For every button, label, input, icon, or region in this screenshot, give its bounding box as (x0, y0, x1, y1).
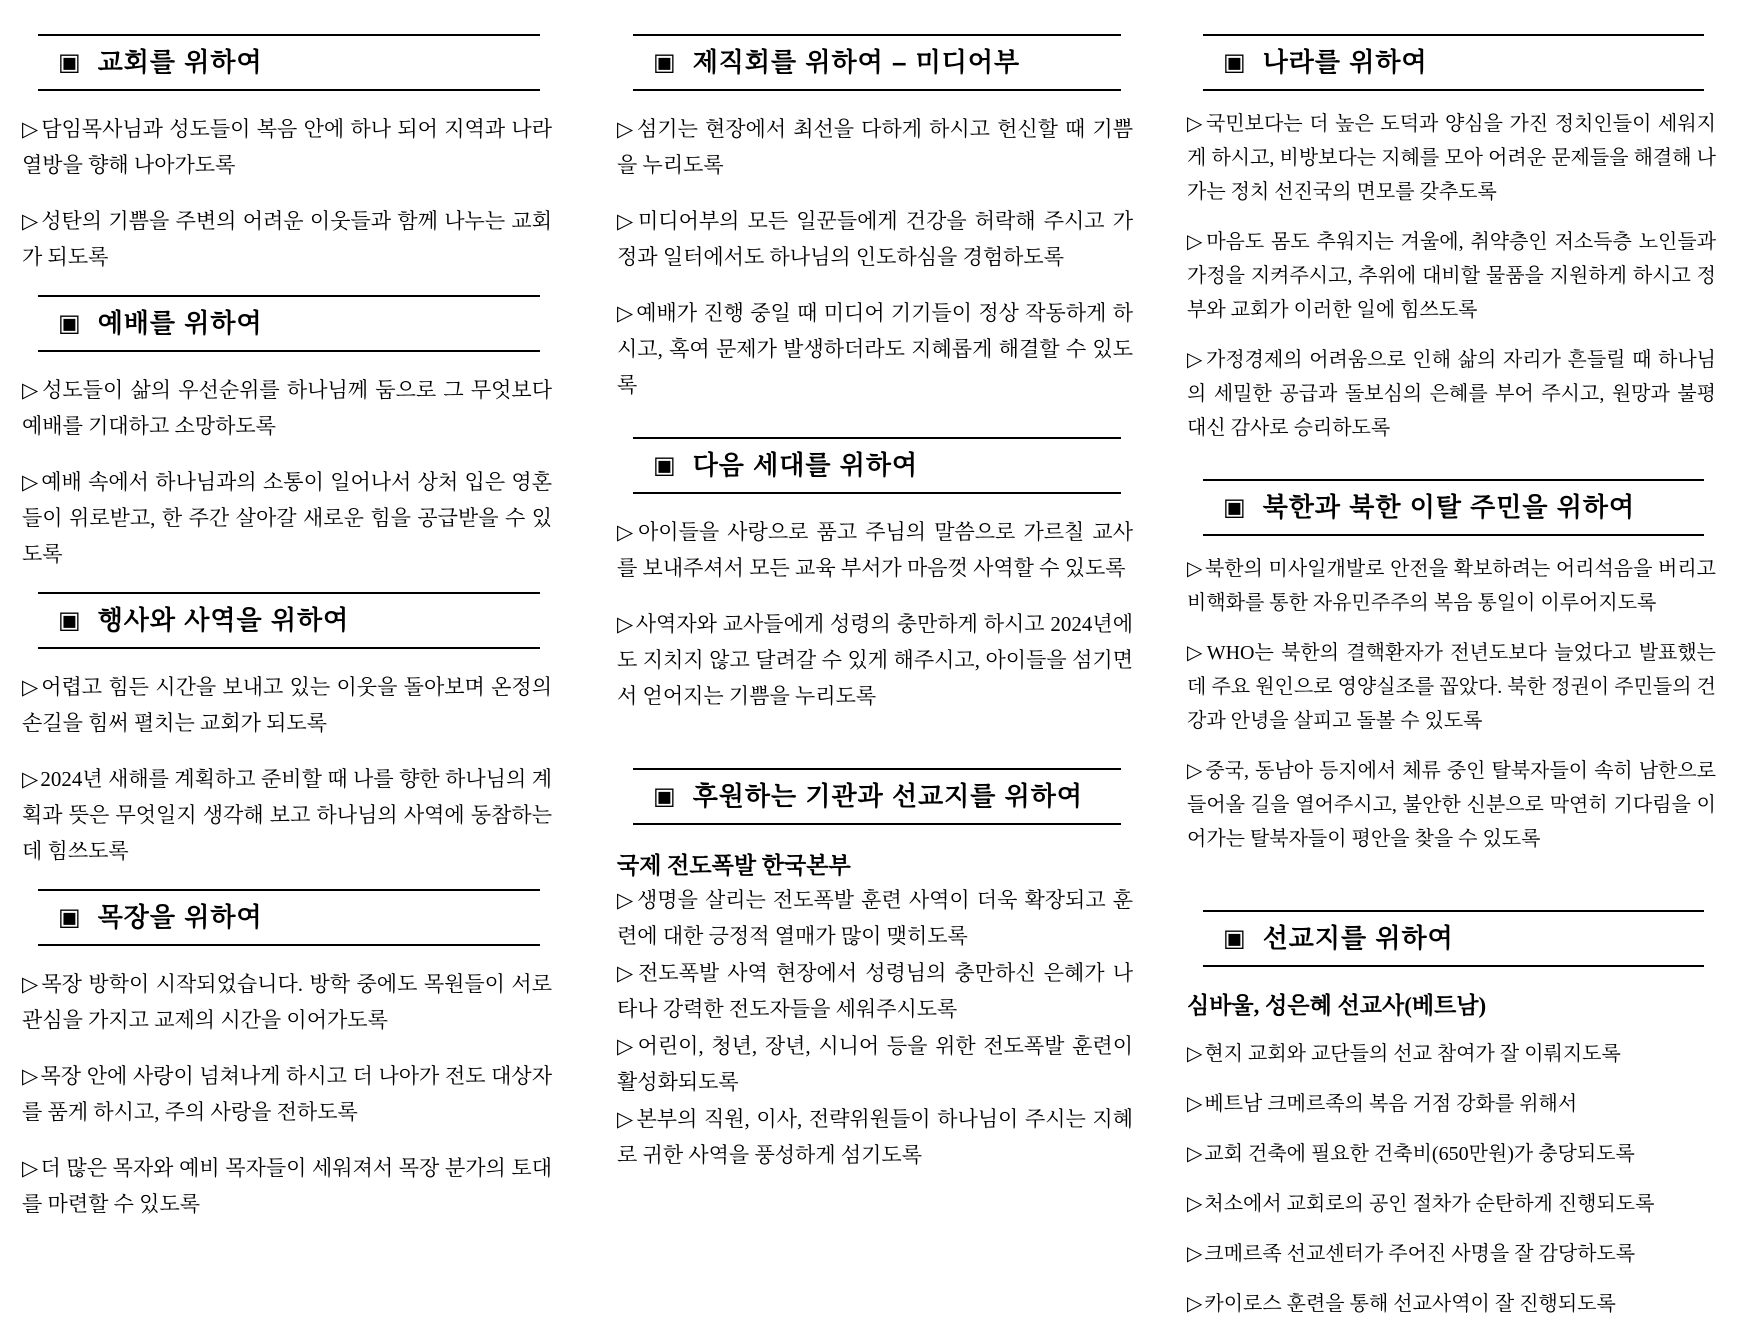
section-header-north-korea (1203, 479, 1704, 536)
tight-item-group (617, 882, 1133, 1173)
triangle-bullet-icon: ▷ (22, 1156, 39, 1180)
triangle-bullet-icon: ▷ (617, 117, 635, 141)
prayer-item-text: 어린이, 청년, 장년, 시니어 등을 위한 전도폭발 훈련이 활성화되도록 (617, 1034, 1133, 1094)
section-square-icon: ▣ (58, 607, 82, 634)
prayer-item-text: 사역자와 교사들에게 성령의 충만하게 하시고 2024년에도 지치지 않고 달려갈 수 있게 해주시고, 아이들을 섬기면서 얻어지는 기쁨을 누리도록 (617, 612, 1133, 708)
triangle-bullet-icon: ▷ (1187, 1143, 1203, 1165)
section-square-icon: ▣ (653, 783, 677, 810)
triangle-bullet-icon: ▷ (617, 1034, 636, 1058)
prayer-item-text: 아이들을 사랑으로 품고 주님의 말씀으로 가르칠 교사를 보내주셔서 모든 교육 부서가 마음껏 사역할 수 있도록 (617, 520, 1133, 580)
prayer-item-text: 더 많은 목자와 예비 목자들이 세워져서 목장 분가의 토대를 마련할 수 있도록 (22, 1156, 552, 1216)
section-title: 후원하는 기관과 선교지를 위하여 (692, 781, 1083, 811)
prayer-item (617, 882, 1133, 954)
prayer-item (617, 203, 1133, 275)
prayer-item (1187, 225, 1716, 327)
section-square-icon: ▣ (653, 49, 677, 76)
triangle-bullet-icon: ▷ (22, 117, 40, 141)
triangle-bullet-icon: ▷ (617, 888, 635, 912)
triangle-bullet-icon: ▷ (22, 470, 40, 494)
triangle-bullet-icon: ▷ (22, 209, 40, 233)
prayer-item (1187, 1237, 1716, 1271)
prayer-item (1187, 754, 1716, 856)
triangle-bullet-icon: ▷ (1187, 1043, 1203, 1065)
prayer-item-text: 중국, 동남아 등지에서 체류 중인 탈북자들이 속히 남한으로 들어올 길을 열어주시고, 불안한 신분으로 막연히 기다림을 이어가는 탈북자들이 평안을 찾을 수 있도록 (1187, 760, 1716, 850)
prayer-item (1187, 1037, 1716, 1071)
prayer-item (1187, 343, 1716, 445)
section-header-worship (38, 295, 540, 352)
prayer-item (1187, 1087, 1716, 1121)
prayer-item (22, 669, 552, 741)
column-church (22, 34, 552, 1222)
prayer-item-text: 크메르족 선교센터가 주어진 사명을 잘 감당하도록 (1204, 1243, 1636, 1265)
triangle-bullet-icon: ▷ (617, 520, 637, 544)
triangle-bullet-icon: ▷ (22, 378, 41, 402)
prayer-item-text: 현지 교회와 교단들의 선교 참여가 잘 이뤄지도록 (1204, 1043, 1621, 1065)
section-title: 다음 세대를 위하여 (692, 450, 919, 480)
prayer-item-text: 국민보다는 더 높은 도덕과 양심을 가진 정치인들이 세워지게 하시고, 비방보다는 지혜를 모아 어려운 문제들을 해결해 나가는 정치 선진국의 면모를 갖추도록 (1187, 113, 1716, 203)
section-title: 선교지를 위하여 (1262, 923, 1454, 953)
triangle-bullet-icon: ▷ (1187, 231, 1205, 253)
mission-org-subheading: 국제 전도폭발 한국본부 (617, 853, 851, 878)
prayer-item-text: WHO는 북한의 결핵환자가 전년도보다 늘었다고 발표했는데 주요 원인으로 영양실조를 꼽았다. 북한 정권이 주민들의 건강과 안녕을 살피고 돌볼 수 있도록 (1187, 642, 1716, 732)
section-header-events-ministry (38, 592, 540, 649)
section-header-nation (1203, 34, 1704, 91)
section-square-icon: ▣ (1223, 494, 1247, 521)
prayer-item (1187, 1137, 1716, 1171)
section-header-mission-field (1203, 910, 1704, 967)
triangle-bullet-icon: ▷ (617, 612, 634, 636)
triangle-bullet-icon: ▷ (22, 972, 40, 996)
column-nation-missions (1187, 34, 1716, 1321)
triangle-bullet-icon: ▷ (617, 1107, 635, 1131)
prayer-item-text: 가정경제의 어려움으로 인해 삶의 자리가 흔들릴 때 하나님의 세밀한 공급과 돌보심의 은혜를 부어 주시고, 원망과 불평 대신 감사로 승리하도록 (1187, 349, 1716, 439)
column-deacons-nextgen (617, 34, 1133, 1173)
triangle-bullet-icon: ▷ (1187, 1193, 1203, 1215)
section-header-mokjang (38, 889, 540, 946)
triangle-bullet-icon: ▷ (22, 1064, 39, 1088)
prayer-item (22, 1058, 552, 1130)
section-square-icon: ▣ (1223, 925, 1247, 952)
triangle-bullet-icon: ▷ (1187, 113, 1204, 135)
prayer-item-text: 베트남 크메르족의 복음 거점 강화를 위해서 (1204, 1093, 1578, 1115)
section-title: 교회를 위하여 (97, 47, 263, 77)
prayer-item-text: 생명을 살리는 전도폭발 훈련 사역이 더욱 확장되고 훈련에 대한 긍정적 열매가 많이 맺히도록 (617, 888, 1133, 948)
prayer-item (22, 1150, 552, 1222)
section-header-media-dept (633, 34, 1121, 91)
prayer-item (617, 111, 1133, 183)
triangle-bullet-icon: ▷ (1187, 1243, 1203, 1265)
section-square-icon: ▣ (58, 49, 82, 76)
prayer-item (1187, 107, 1716, 209)
prayer-item-text: 예배 속에서 하나님과의 소통이 일어나서 상처 입은 영혼들이 위로받고, 한 주간 살아갈 새로운 힘을 공급받을 수 있도록 (22, 470, 552, 566)
triangle-bullet-icon: ▷ (617, 209, 637, 233)
prayer-item-text: 전도폭발 사역 현장에서 성령님의 충만하신 은혜가 나타나 강력한 전도자들을 세워주시도록 (617, 961, 1133, 1021)
prayer-item (1187, 1287, 1716, 1321)
prayer-item-text: 마음도 몸도 추워지는 겨울에, 취약층인 저소득층 노인들과 가정을 지켜주시고, 추위에 대비할 물품을 지원하게 하시고 정부와 교회가 이러한 일에 힘쓰도록 (1187, 231, 1716, 321)
section-square-icon: ▣ (1223, 49, 1247, 76)
prayer-item (1187, 552, 1716, 620)
triangle-bullet-icon: ▷ (1187, 642, 1205, 664)
prayer-item-text: 어렵고 힘든 시간을 보내고 있는 이웃을 돌아보며 온정의 손길을 힘써 펼치는 교회가 되도록 (22, 675, 552, 735)
section-square-icon: ▣ (58, 310, 82, 337)
prayer-item (617, 1028, 1133, 1100)
prayer-item (1187, 636, 1716, 738)
triangle-bullet-icon: ▷ (1187, 349, 1204, 371)
prayer-item (22, 111, 552, 183)
section-square-icon: ▣ (653, 452, 677, 479)
prayer-item (617, 1101, 1133, 1173)
prayer-item-text: 성도들이 삶의 우선순위를 하나님께 둠으로 그 무엇보다 예배를 기대하고 소망하도록 (22, 378, 553, 438)
triangle-bullet-icon: ▷ (22, 675, 40, 699)
triangle-bullet-icon: ▷ (22, 767, 39, 791)
prayer-item (1187, 1187, 1716, 1221)
prayer-item-text: 성탄의 기쁨을 주변의 어려운 이웃들과 함께 나누는 교회가 되도록 (22, 209, 552, 269)
prayer-item-text: 교회 건축에 필요한 건축비(650만원)가 충당되도록 (1204, 1143, 1635, 1165)
prayer-item-text: 카이로스 훈련을 통해 선교사역이 잘 진행되도록 (1204, 1293, 1616, 1315)
triangle-bullet-icon: ▷ (1187, 1293, 1203, 1315)
prayer-item-text: 예배가 진행 중일 때 미디어 기기들이 정상 작동하게 하시고, 혹여 문제가 발생하더라도 지혜롭게 해결할 수 있도록 (617, 301, 1133, 397)
section-title: 목장을 위하여 (97, 902, 263, 932)
prayer-item-text: 2024년 새해를 계획하고 준비할 때 나를 향한 하나님의 계획과 뜻은 무엇일지 생각해 보고 하나님의 사역에 동참하는 데 힘쓰도록 (22, 767, 552, 863)
prayer-item (22, 464, 552, 572)
section-header-supported-missions (633, 768, 1121, 825)
prayer-item (617, 514, 1133, 586)
section-title: 행사와 사역을 위하여 (97, 605, 350, 635)
triangle-bullet-icon: ▷ (617, 301, 635, 325)
prayer-item-text: 본부의 직원, 이사, 전략위원들이 하나님이 주시는 지혜로 귀한 사역을 풍성하게 섬기도록 (617, 1107, 1133, 1167)
prayer-item (22, 372, 552, 444)
single-line-item-group (1187, 1037, 1716, 1321)
triangle-bullet-icon: ▷ (1187, 760, 1204, 782)
missionary-subheading: 심바울, 성은혜 선교사(베트남) (1187, 993, 1487, 1018)
prayer-item-text: 처소에서 교회로의 공인 절차가 순탄하게 진행되도록 (1204, 1193, 1655, 1215)
section-title: 북한과 북한 이탈 주민을 위하여 (1262, 492, 1636, 522)
prayer-item-text: 담임목사님과 성도들이 복음 안에 하나 되어 지역과 나라 열방을 향해 나아가도록 (22, 117, 552, 177)
prayer-item-text: 미디어부의 모든 일꾼들에게 건강을 허락해 주시고 가정과 일터에서도 하나님의 인도하심을 경험하도록 (617, 209, 1133, 269)
section-title: 예배를 위하여 (97, 308, 263, 338)
prayer-item-text: 섬기는 현장에서 최선을 다하게 하시고 헌신할 때 기쁨을 누리도록 (617, 117, 1133, 177)
prayer-item (22, 761, 552, 869)
prayer-item (22, 966, 552, 1038)
prayer-item (617, 955, 1133, 1027)
prayer-item (22, 203, 552, 275)
prayer-item-text: 목장 방학이 시작되었습니다. 방학 중에도 목원들이 서로 관심을 가지고 교제의 시간을 이어가도록 (22, 972, 553, 1032)
section-title: 제직회를 위하여 – 미디어부 (692, 47, 1021, 77)
section-title: 나라를 위하여 (1262, 47, 1428, 77)
prayer-item (617, 295, 1133, 403)
section-header-church (38, 34, 540, 91)
prayer-item (617, 606, 1133, 714)
prayer-item-text: 목장 안에 사랑이 넘쳐나게 하시고 더 나아가 전도 대상자를 품게 하시고, 주의 사랑을 전하도록 (22, 1064, 552, 1124)
prayer-item-text: 북한의 미사일개발로 안전을 확보하려는 어리석음을 버리고 비핵화를 통한 자유민주주의 복음 통일이 이루어지도록 (1187, 558, 1716, 614)
section-square-icon: ▣ (58, 904, 82, 931)
triangle-bullet-icon: ▷ (617, 961, 637, 985)
triangle-bullet-icon: ▷ (1187, 1093, 1203, 1115)
triangle-bullet-icon: ▷ (1187, 558, 1203, 580)
section-header-next-generation (633, 437, 1121, 494)
